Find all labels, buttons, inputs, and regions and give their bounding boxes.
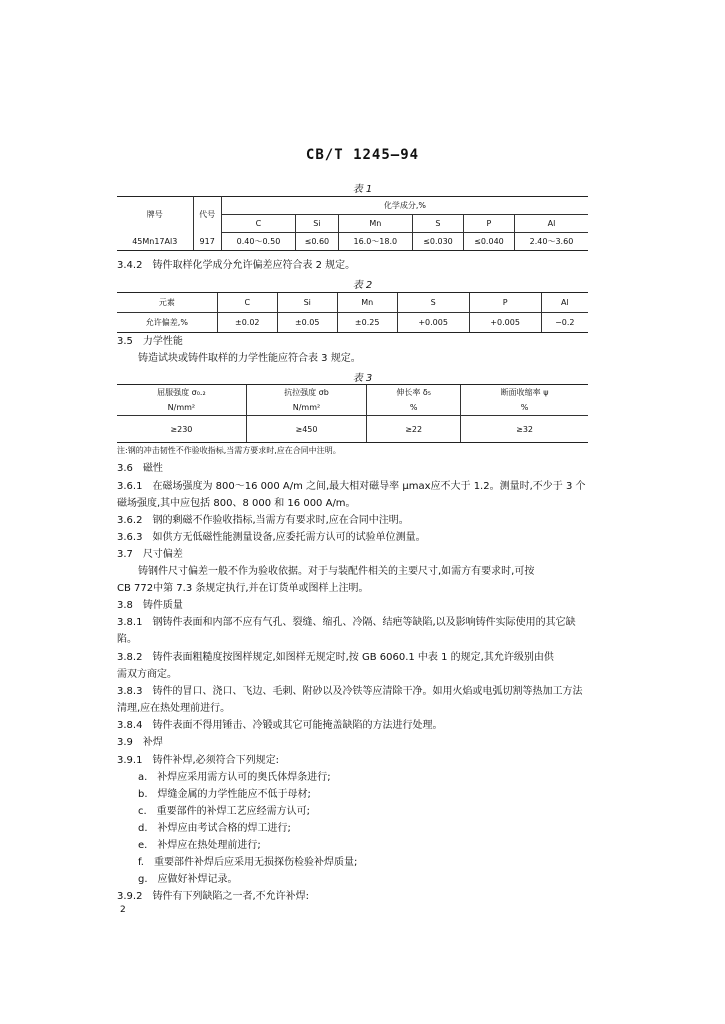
clause-3-8-3: 3.8.3 铸件的冒口、浇口、飞边、毛刺、附砂以及冷铁等应清除干净。如用火焰或电弧切割等热加工方法	[117, 686, 583, 697]
table1-header-grade: 牌号	[146, 210, 163, 220]
clause-3-8-2: 3.8.2 铸件表面粗糙度按图样规定,如图样无规定时,按 GB 6060.1 中表 1 的规定,其允许级别由供	[117, 652, 554, 663]
table1-chemical-composition	[117, 196, 588, 251]
clause-3-8-1-cont: 陷。	[117, 634, 137, 645]
table3-header: 断面收缩率 ψ	[461, 385, 588, 401]
table2-element: Al	[541, 293, 588, 313]
clause-3-8-4: 3.8.4 铸件表面不得用锤击、冷锻或其它可能掩盖缺陷的方法进行处理。	[117, 720, 443, 731]
table3-unit: N/mm²	[246, 400, 366, 416]
table1-element: P	[463, 215, 514, 233]
clause-3-6-1-cont: 磁场强度,其中应包括 800、8 000 和 16 000 A/m。	[117, 498, 356, 509]
table1-element: Al	[514, 215, 588, 233]
table3-caption: 表 3	[352, 373, 373, 384]
table1-header-code: 代号	[193, 197, 221, 233]
section-3-7: 3.7 尺寸偏差	[117, 549, 183, 560]
table3-value: ≥32	[461, 416, 588, 443]
section-3-7-text: 铸钢件尺寸偏差一般不作为验收依据。对于与装配件相关的主要尺寸,如需方有要求时,可按	[138, 566, 535, 577]
list-item-d: d. 补焊应由考试合格的焊工进行;	[138, 823, 291, 834]
section-3-8: 3.8 铸件质量	[117, 600, 183, 611]
clause-3-8-1: 3.8.1 钢铸件表面和内部不应有气孔、裂缝、缩孔、冷隔、结疤等缺陷,以及影响铸件实际使用的其它缺	[117, 617, 576, 628]
table3-value: ≥450	[246, 416, 366, 443]
table3-unit: N/mm²	[117, 400, 246, 416]
table1-header-chem: 化学成分,%	[221, 197, 588, 215]
table1-value: 0.40～0.50	[221, 233, 295, 251]
table2-element: S	[397, 293, 469, 313]
table2-tolerance	[117, 292, 588, 333]
clause-3-8-2-cont: 需双方商定。	[117, 669, 177, 680]
table2-value: ±0.02	[217, 313, 277, 333]
table1-caption: 表 1	[352, 184, 373, 195]
table2-value: +0.005	[469, 313, 541, 333]
table2-element: P	[469, 293, 541, 313]
table2-element: Mn	[337, 293, 397, 313]
table3-header: 抗拉强度 σb	[246, 385, 366, 401]
table2-caption: 表 2	[352, 280, 373, 291]
table1-code: 917	[193, 233, 221, 251]
table1-element: Si	[296, 215, 339, 233]
table1-grade: 45Mn17Al3	[117, 233, 193, 251]
clause-3-9-1: 3.9.1 铸件补焊,必须符合下列规定:	[117, 755, 279, 766]
clause-3-9-2: 3.9.2 铸件有下列缺陷之一者,不允许补焊:	[117, 891, 309, 902]
table2-element: C	[217, 293, 277, 313]
section-3-5-text: 铸造试块或铸件取样的力学性能应符合表 3 规定。	[138, 353, 361, 364]
clause-3-6-3: 3.6.3 如供方无低磁性能测量设备,应委托需方认可的试验单位测量。	[117, 532, 426, 543]
table3-unit: %	[367, 400, 461, 416]
table1-value: ≤0.030	[412, 233, 463, 251]
table3-note: 注:钢的冲击韧性不作验收指标,当需方要求时,应在合同中注明。	[117, 446, 341, 455]
table1-element: S	[412, 215, 463, 233]
table1-value: ≤0.040	[463, 233, 514, 251]
table1-value: ≤0.60	[296, 233, 339, 251]
list-item-f: f. 重要部件补焊后应采用无损探伤检验补焊质量;	[138, 857, 358, 868]
list-item-c: c. 重要部件的补焊工艺应经需方认可;	[138, 806, 311, 817]
table1-value: 16.0～18.0	[338, 233, 412, 251]
table3-header: 屈服强度 σ₀.₂	[117, 385, 246, 401]
list-item-e: e. 补焊应在热处理前进行;	[138, 840, 261, 851]
table2-value: ±0.05	[277, 313, 337, 333]
table3-value: ≥230	[117, 416, 246, 443]
section-3-9: 3.9 补焊	[117, 737, 163, 748]
table2-value: ±0.25	[337, 313, 397, 333]
clause-3-6-1: 3.6.1 在磁场强度为 800～16 000 A/m 之间,最大相对磁导率 μmax应不大于 1.2。测量时,不少于 3 个	[117, 481, 586, 492]
clause-3-4-2: 3.4.2 铸件取样化学成分允许偏差应符合表 2 规定。	[117, 260, 356, 271]
table2-header-label: 元素	[117, 293, 217, 313]
table3-mechanical	[117, 384, 588, 443]
section-3-6: 3.6 磁性	[117, 463, 163, 474]
list-item-b: b. 焊缝金属的力学性能应不低于母材;	[138, 789, 311, 800]
table3-unit: %	[461, 400, 588, 416]
table2-value: −0.2	[541, 313, 588, 333]
table2-element: Si	[277, 293, 337, 313]
table2-row-label: 允许偏差,%	[117, 313, 217, 333]
standard-header: CB/T 1245—94	[305, 147, 420, 163]
table1-element: Mn	[338, 215, 412, 233]
page-number: 2	[120, 905, 126, 915]
list-item-g: g. 应做好补焊记录。	[138, 874, 238, 885]
section-3-7-text-cont: CB 772中第 7.3 条规定执行,并在订货单或图样上注明。	[117, 583, 369, 594]
table1-value: 2.40～3.60	[514, 233, 588, 251]
table3-value: ≥22	[367, 416, 461, 443]
clause-3-6-2: 3.6.2 钢的剩磁不作验收指标,当需方有要求时,应在合同中注明。	[117, 515, 409, 526]
table1-element: C	[221, 215, 295, 233]
table3-header: 伸长率 δ₅	[367, 385, 461, 401]
section-3-5: 3.5 力学性能	[117, 336, 183, 347]
table2-value: +0.005	[397, 313, 469, 333]
clause-3-8-3-cont: 清理,应在热处理前进行。	[117, 703, 231, 714]
list-item-a: a. 补焊应采用需方认可的奥氏体焊条进行;	[138, 772, 331, 783]
